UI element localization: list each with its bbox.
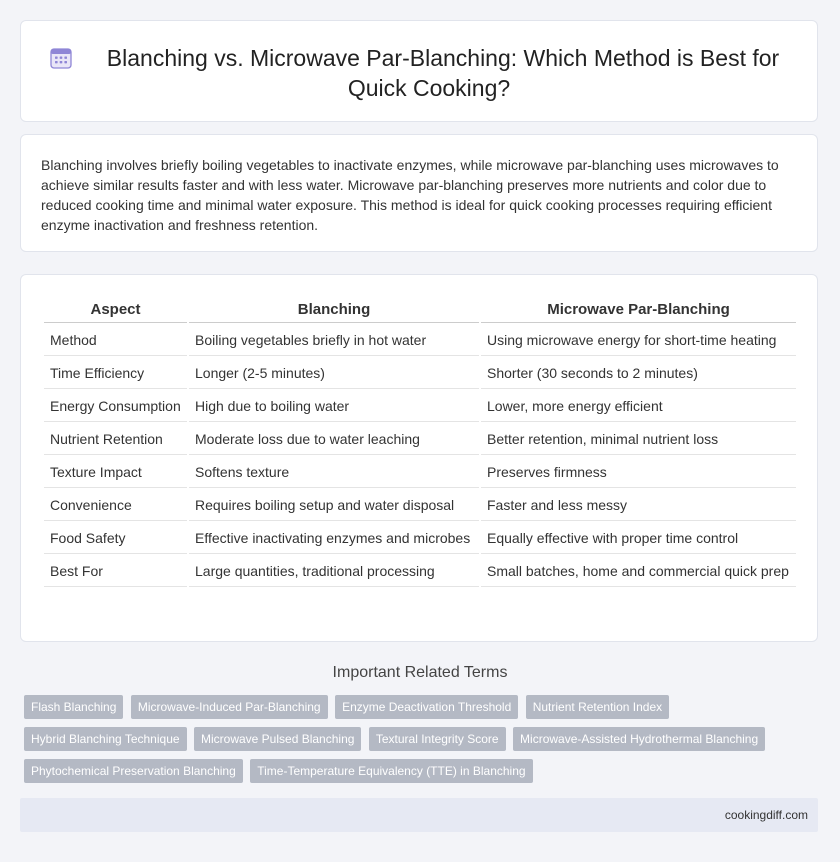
footer <box>20 798 818 832</box>
table-cell: Energy Consumption <box>44 391 187 422</box>
related-term-tag[interactable]: Microwave Pulsed Blanching <box>194 727 361 751</box>
related-term-tag[interactable]: Microwave-Induced Par-Blanching <box>131 695 328 719</box>
related-term-tag[interactable]: Hybrid Blanching Technique <box>24 727 187 751</box>
table-cell: Equally effective with proper time control <box>481 523 796 554</box>
table-cell: Small batches, home and commercial quick prep <box>481 556 796 587</box>
header-blanching: Blanching <box>189 295 479 323</box>
table-header-row <box>44 295 796 323</box>
related-term-tag[interactable]: Textural Integrity Score <box>369 727 506 751</box>
table-cell: Lower, more energy efficient <box>481 391 796 422</box>
table-cell: Large quantities, traditional processing <box>189 556 479 587</box>
related-term-tag[interactable]: Microwave-Assisted Hydrothermal Blanching <box>513 727 765 751</box>
table-cell: Boiling vegetables briefly in hot water <box>189 325 479 356</box>
header-microwave: Microwave Par-Blanching <box>481 295 796 323</box>
footer-site-link[interactable]: cookingdiff.com <box>724 808 808 822</box>
table-row <box>44 391 796 422</box>
related-term-tag[interactable]: Time-Temperature Equivalency (TTE) in Blanching <box>250 759 532 783</box>
comparison-card <box>20 274 818 642</box>
table-cell: Nutrient Retention <box>44 424 187 455</box>
table-cell: Preserves firmness <box>481 457 796 488</box>
table-row <box>44 556 796 587</box>
table-row <box>44 325 796 356</box>
table-cell: Food Safety <box>44 523 187 554</box>
table-cell: Method <box>44 325 187 356</box>
related-terms-list <box>24 695 784 791</box>
related-terms-title: Important Related Terms <box>332 664 508 681</box>
header-aspect: Aspect <box>44 295 187 323</box>
table-cell: Longer (2-5 minutes) <box>189 358 479 389</box>
table-cell: Requires boiling setup and water disposal <box>189 490 479 521</box>
table-cell: Moderate loss due to water leaching <box>189 424 479 455</box>
intro-card <box>20 134 818 252</box>
table-cell: Using microwave energy for short-time heating <box>481 325 796 356</box>
table-cell: Better retention, minimal nutrient loss <box>481 424 796 455</box>
calendar-icon <box>49 46 73 70</box>
table-cell: Softens texture <box>189 457 479 488</box>
table-cell: Effective inactivating enzymes and microbes <box>189 523 479 554</box>
table-cell: Best For <box>44 556 187 587</box>
table-cell: Shorter (30 seconds to 2 minutes) <box>481 358 796 389</box>
title-card <box>20 20 818 122</box>
table-cell: Time Efficiency <box>44 358 187 389</box>
page-title: Blanching vs. Microwave Par-Blanching: Which Method is Best for Quick Cooking? <box>106 45 780 101</box>
table-cell: Texture Impact <box>44 457 187 488</box>
table-row <box>44 358 796 389</box>
related-term-tag[interactable]: Flash Blanching <box>24 695 123 719</box>
table-row <box>44 523 796 554</box>
table-cell: Faster and less messy <box>481 490 796 521</box>
table-cell: Convenience <box>44 490 187 521</box>
table-cell: High due to boiling water <box>189 391 479 422</box>
table-row <box>44 490 796 521</box>
related-term-tag[interactable]: Nutrient Retention Index <box>526 695 669 719</box>
related-term-tag[interactable]: Phytochemical Preservation Blanching <box>24 759 243 783</box>
comparison-table <box>42 293 798 589</box>
related-term-tag[interactable]: Enzyme Deactivation Threshold <box>335 695 518 719</box>
table-row <box>44 457 796 488</box>
table-row <box>44 424 796 455</box>
intro-paragraph: Blanching involves briefly boiling vegetables to inactivate enzymes, while microwave par-blanching uses microwaves to achieve similar results faster and with less water. Microwave par-blanching preserves more nutrients and color due to reduced cooking time and minimal water exposure. This method is ideal for quick cooking processes requiring efficient enzyme inactivation and freshness retention. <box>41 157 779 233</box>
